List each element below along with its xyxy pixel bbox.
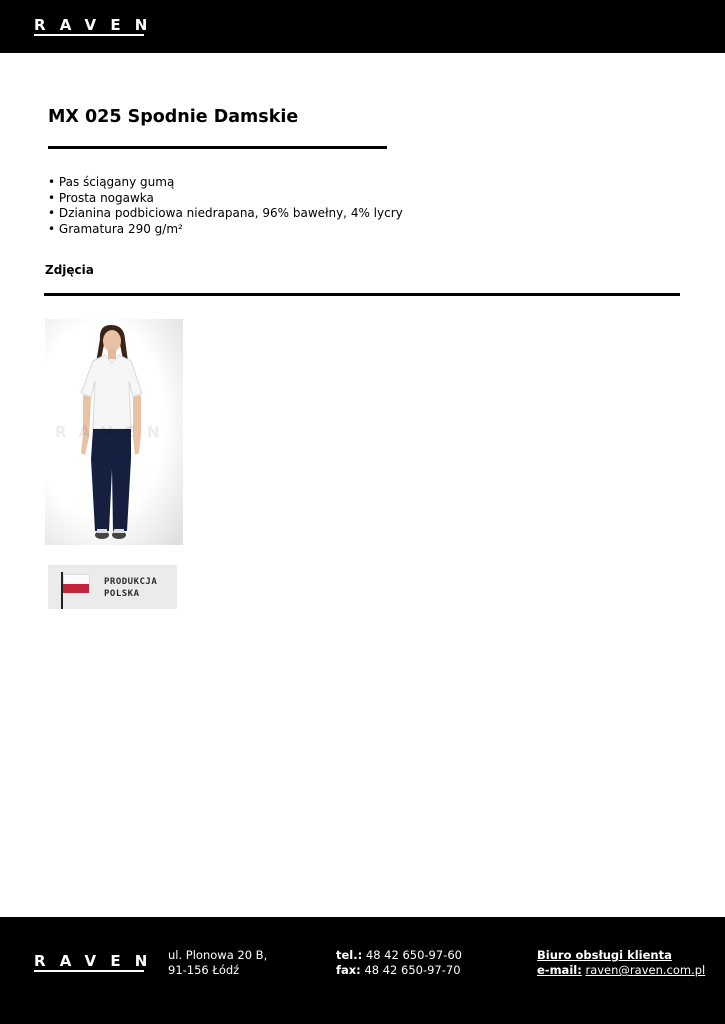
email-line <box>537 963 705 978</box>
fax-line <box>336 963 462 978</box>
phone-value[interactable]: 48 42 650-97-60 <box>365 948 462 962</box>
footer-contact <box>336 948 462 978</box>
product-title: MX 025 Spodnie Damskie <box>48 107 299 127</box>
footer-raven-logo[interactable] <box>34 954 162 972</box>
footer-logo-underline <box>34 970 144 972</box>
photos-section-title: Zdjęcia <box>45 263 94 277</box>
customer-service-link[interactable]: Biuro obsługi klienta <box>537 948 672 962</box>
badge-line-1: PRODUKCJA <box>104 577 158 587</box>
logo-text: RAVEN <box>34 16 162 34</box>
logo-underline <box>34 34 144 36</box>
address-line-1: ul. Plonowa 20 B, <box>168 948 268 962</box>
badge-text <box>104 576 157 600</box>
made-in-poland-badge <box>48 565 177 609</box>
feature-list <box>48 175 403 237</box>
fax-value: 48 42 650-97-70 <box>364 963 461 977</box>
email-link[interactable]: raven@raven.com.pl <box>585 963 706 977</box>
section-divider <box>44 293 680 296</box>
email-label: e-mail: <box>537 963 582 977</box>
badge-line-2: POLSKA <box>104 589 140 599</box>
product-photo[interactable] <box>45 319 183 545</box>
raven-logo[interactable] <box>34 18 162 36</box>
address-line-2: 91-156 Łódź <box>168 963 240 977</box>
flag-red-stripe <box>63 584 89 593</box>
feature-item: • Dzianina podbiciowa niedrapana, 96% bawełny, 4% lycry <box>48 206 403 222</box>
feature-item: • Prosta nogawka <box>48 191 403 207</box>
feature-item: • Gramatura 290 g/m² <box>48 222 403 238</box>
title-divider <box>48 146 387 149</box>
feature-item: • Pas ściągany gumą <box>48 175 403 191</box>
footer-logo-text: RAVEN <box>34 952 162 970</box>
page-footer <box>0 917 725 1024</box>
flag-white-stripe <box>63 574 90 584</box>
phone-line <box>336 948 462 963</box>
footer-customer-service <box>537 948 705 978</box>
photo-watermark: RAVEN <box>55 423 172 441</box>
footer-address <box>168 948 267 978</box>
phone-label: tel.: <box>336 948 363 962</box>
page-header <box>0 0 725 53</box>
fax-label: fax: <box>336 963 361 977</box>
